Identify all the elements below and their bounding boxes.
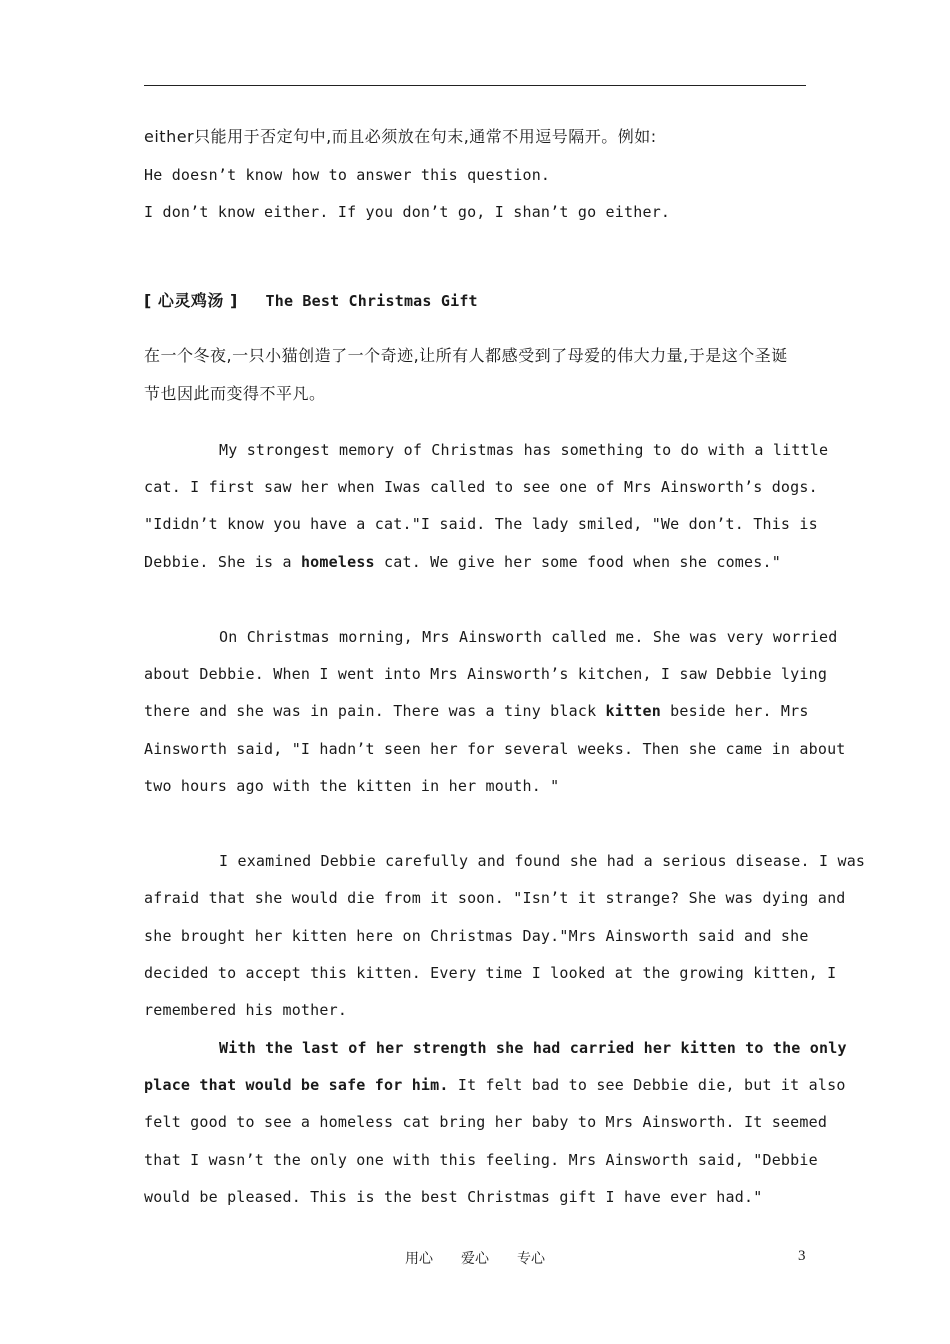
para2-text: there and she was in pain. There was a tiny black <box>144 702 606 720</box>
para4-bold-text: place that would be safe for him. <box>144 1076 449 1094</box>
para2-line-2: about Debbie. When I went into Mrs Ainsworth’s kitchen, I saw Debbie lying <box>144 665 828 683</box>
para4-line-5: would be pleased. This is the best Christmas gift I have ever had." <box>144 1188 763 1206</box>
intro-line-2: 节也因此而变得不平凡。 <box>144 384 326 403</box>
para3-line-4: decided to accept this kitten. Every time I looked at the growing kitten, I <box>144 964 837 982</box>
footer-motto-2: 爱心 <box>461 1251 489 1267</box>
para1-line-2: cat. I first saw her when Iwas called to see one of Mrs Ainsworth’s dogs. <box>144 478 818 496</box>
page-number: 3 <box>798 1248 806 1264</box>
example-sentence-1: He doesn’t know how to answer this question. <box>144 166 551 184</box>
para2-text-end: beside her. Mrs <box>660 702 809 720</box>
section-heading <box>144 291 478 311</box>
para3-line-3: she brought her kitten here on Christmas Day."Mrs Ainsworth said and she <box>144 927 809 945</box>
keyword-homeless: homeless <box>300 553 375 571</box>
para4-line-1: With the last of her strength she had carried her kitten to the only <box>219 1039 847 1057</box>
para4-line-4: that I wasn’t the only one with this feeling. Mrs Ainsworth said, "Debbie <box>144 1151 818 1169</box>
para1-line-3: "Ididn’t know you have a cat."I said. The lady smiled, "We don’t. This is <box>144 515 818 533</box>
para1-text: Debbie. She is a <box>144 553 301 571</box>
section-tag: [ 心灵鸡汤 ] <box>144 291 238 310</box>
para4-line-3: felt good to see a homeless cat bring her baby to Mrs Ainsworth. It seemed <box>144 1113 828 1131</box>
para1-text-end: cat. We give her some food when she comes." <box>374 553 781 571</box>
intro-line-1: 在一个冬夜,一只小猫创造了一个奇迹,让所有人都感受到了母爱的伟大力量,于是这个圣诞 <box>144 346 788 365</box>
footer-motto-1: 用心 <box>405 1251 433 1267</box>
para4-text: It felt bad to see Debbie die, but it also <box>448 1076 846 1094</box>
para2-line-1: On Christmas morning, Mrs Ainsworth called me. She was very worried <box>219 628 838 646</box>
example-sentence-2: I don’t know either. If you don’t go, I shan’t go either. <box>144 203 671 221</box>
story-title: The Best Christmas Gift <box>265 292 478 310</box>
header-rule <box>144 85 806 86</box>
para2-line-4: Ainsworth said, "I hadn’t seen her for several weeks. Then she came in about <box>144 740 846 758</box>
para3-line-5: remembered his mother. <box>144 1001 348 1019</box>
para2-line-5: two hours ago with the kitten in her mouth. " <box>144 777 560 795</box>
para2-line-3 <box>144 701 809 721</box>
footer-motto <box>0 1248 950 1268</box>
para4-line-2 <box>144 1075 846 1095</box>
keyword-kitten: kitten <box>605 702 661 720</box>
para3-line-1: I examined Debbie carefully and found she had a serious disease. I was <box>219 852 866 870</box>
para1-line-1: My strongest memory of Christmas has something to do with a little <box>219 441 829 459</box>
grammar-rule-text: either只能用于否定句中,而且必须放在句末,通常不用逗号隔开。例如: <box>144 127 657 146</box>
para1-line-4 <box>144 552 781 572</box>
para3-line-2: afraid that she would die from it soon. "Isn’t it strange? She was dying and <box>144 889 846 907</box>
footer-motto-3: 专心 <box>517 1251 545 1267</box>
